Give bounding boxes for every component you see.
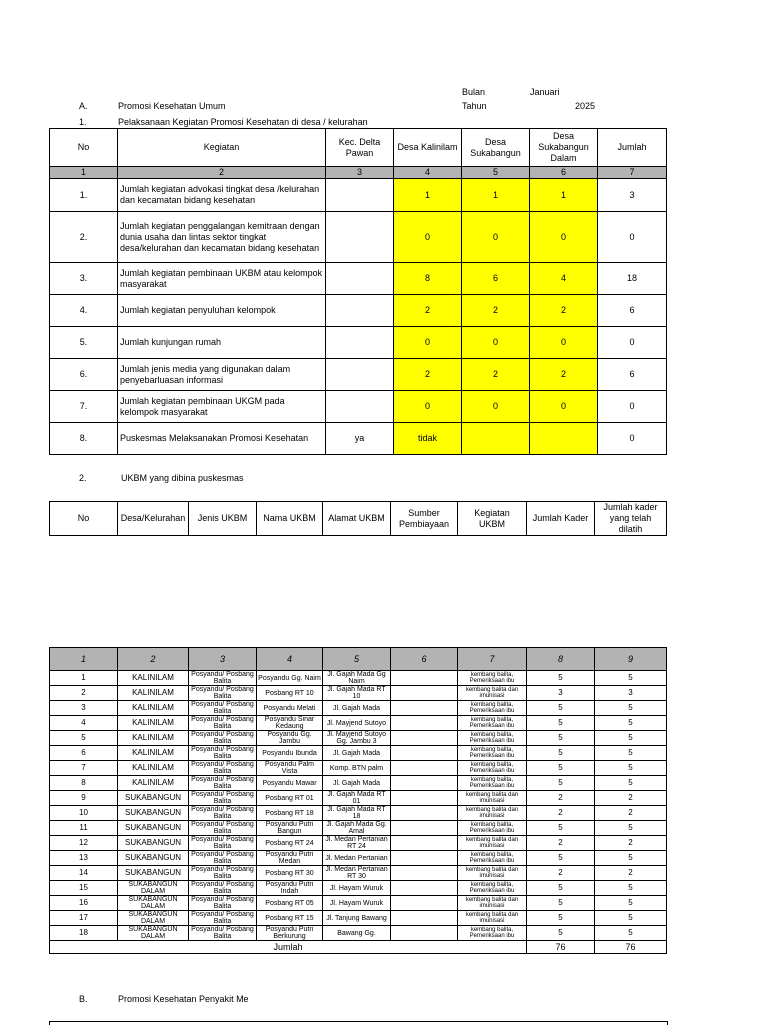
row-no: 14 (50, 866, 118, 881)
row-jumlah: 18 (598, 263, 667, 295)
row-no: 13 (50, 851, 118, 866)
table-row (50, 761, 667, 776)
table-row (50, 671, 667, 686)
row-desa-1: 1 (394, 179, 462, 212)
row-kec (326, 295, 394, 327)
row-alamat: Jl. Medan Pertanian (323, 851, 391, 866)
row-kegiatan: Jumlah kegiatan advokasi tingkat desa /kelurahan dan kecamatan bidang kesehatan (118, 179, 326, 212)
section-a1-title: Pelaksanaan Kegiatan Promosi Kesehatan di desa / kelurahan (118, 117, 368, 127)
row-kader-dilatih: 5 (595, 821, 667, 836)
row-kader: 5 (527, 911, 595, 926)
row-nama: Posbang RT 10 (257, 686, 323, 701)
row-desa-3: 2 (530, 295, 598, 327)
row-desa: KALINILAM (118, 731, 189, 746)
row-kegiatan: kembang balita, Pemeriksaan ibu (458, 746, 527, 761)
row-desa: KALINILAM (118, 746, 189, 761)
row-desa-3: 4 (530, 263, 598, 295)
row-no: 8. (50, 423, 118, 455)
row-desa: KALINILAM (118, 686, 189, 701)
section-2-title: UKBM yang dibina puskesmas (121, 473, 244, 483)
table-row (50, 911, 667, 926)
row-desa: SUKABANGUN (118, 821, 189, 836)
section-a-letter: A. (79, 101, 88, 111)
ukbm-header-table (49, 501, 667, 536)
row-kader-dilatih: 2 (595, 836, 667, 851)
row-nama: Posyandu Ibunda (257, 746, 323, 761)
table-row (50, 821, 667, 836)
table-row (50, 791, 667, 806)
row-desa-1: tidak (394, 423, 462, 455)
row-kader-dilatih: 5 (595, 911, 667, 926)
row-kader-dilatih: 5 (595, 671, 667, 686)
row-no: 5. (50, 327, 118, 359)
row-desa-1: 2 (394, 359, 462, 391)
row-kegiatan: Jumlah kegiatan penggalangan kemitraan dengan dunia usaha dan lintas sektor tingkat desa/kelurahan dan kecamatan bidang kesehatan (118, 212, 326, 263)
col-header-desa-sukabangun: Desa Sukabangun (462, 129, 530, 167)
row-kader-dilatih: 5 (595, 761, 667, 776)
row-nama: Posyandu Melati (257, 701, 323, 716)
row-desa-3: 0 (530, 212, 598, 263)
row-alamat: Jl. Mayjend Sutoyo (323, 716, 391, 731)
col-header-jumlah: Jumlah (598, 129, 667, 167)
row-kec (326, 263, 394, 295)
row-alamat: Komp. BTN palm (323, 761, 391, 776)
col-header-jenis: Jenis UKBM (189, 502, 257, 536)
row-sumber (391, 716, 458, 731)
index-cell: 1 (50, 648, 118, 671)
row-no: 4 (50, 716, 118, 731)
row-no: 1 (50, 671, 118, 686)
row-nama: Posyandu Gg. Naim (257, 671, 323, 686)
row-kegiatan: kembang balita, Pemeriksaan ibu (458, 731, 527, 746)
row-no: 5 (50, 731, 118, 746)
index-cell: 5 (462, 167, 530, 179)
row-nama: Posyandu Putri Berkurung (257, 926, 323, 941)
row-nama: Posbang RT 24 (257, 836, 323, 851)
col-header-kader-dilatih: Jumlah kader yang telah dilatih (595, 502, 667, 536)
row-kec (326, 359, 394, 391)
row-kegiatan: Jumlah kegiatan pembinaan UKGM pada kelompok masyarakat (118, 391, 326, 423)
row-alamat: Jl. Gajah Mada RT 01 (323, 791, 391, 806)
row-kader-dilatih: 5 (595, 716, 667, 731)
row-no: 18 (50, 926, 118, 941)
index-cell: 2 (118, 648, 189, 671)
row-kegiatan: kembang balita, Pemeriksaan ibu (458, 776, 527, 791)
row-nama: Posbang RT 05 (257, 896, 323, 911)
section-a-title: Promosi Kesehatan Umum (118, 101, 226, 111)
row-nama: Posyandu Putri Indah (257, 881, 323, 896)
row-alamat: Jl. Gajah Mada Gg. Amal (323, 821, 391, 836)
row-kader: 3 (527, 686, 595, 701)
row-jenis: Posyandu/ Posbang Balita (189, 821, 257, 836)
index-cell: 8 (527, 648, 595, 671)
row-alamat: Jl. Medan Pertanian RT 30 (323, 866, 391, 881)
table-row (50, 806, 667, 821)
row-kader-dilatih: 5 (595, 881, 667, 896)
row-nama: Posbang RT 30 (257, 866, 323, 881)
row-kec (326, 327, 394, 359)
row-no: 11 (50, 821, 118, 836)
index-cell: 9 (595, 648, 667, 671)
row-kec (326, 179, 394, 212)
row-desa: KALINILAM (118, 671, 189, 686)
row-jenis: Posyandu/ Posbang Balita (189, 851, 257, 866)
section-a1-number: 1. (79, 117, 87, 127)
section-b-table-edge (49, 1021, 668, 1025)
row-kegiatan: kembang balita dan imunisasi (458, 911, 527, 926)
row-desa-2: 2 (462, 359, 530, 391)
row-alamat: Jl. Mayjend Sutoyo Gg. Jambu 3 (323, 731, 391, 746)
row-sumber (391, 791, 458, 806)
row-jenis: Posyandu/ Posbang Balita (189, 791, 257, 806)
row-kegiatan: kembang balita dan imunisasi (458, 836, 527, 851)
row-alamat: Jl. Tanjung Bawang (323, 911, 391, 926)
row-kader: 5 (527, 671, 595, 686)
col-header-kader: Jumlah Kader (527, 502, 595, 536)
col-header-desa-sukabangun-dalam: Desa Sukabangun Dalam (530, 129, 598, 167)
table-row (50, 212, 667, 263)
index-cell: 7 (458, 648, 527, 671)
row-no: 6. (50, 359, 118, 391)
row-jenis: Posyandu/ Posbang Balita (189, 776, 257, 791)
row-desa-1: 0 (394, 391, 462, 423)
row-kader: 5 (527, 701, 595, 716)
row-jenis: Posyandu/ Posbang Balita (189, 731, 257, 746)
index-cell: 6 (391, 648, 458, 671)
row-nama: Posyandu Mawar (257, 776, 323, 791)
table-row (50, 731, 667, 746)
row-jumlah: 3 (598, 179, 667, 212)
row-alamat: Jl. Gajah Mada (323, 776, 391, 791)
row-kader: 2 (527, 791, 595, 806)
row-kegiatan: kembang balita, Pemeriksaan ibu (458, 716, 527, 731)
table-row (50, 866, 667, 881)
row-desa: KALINILAM (118, 776, 189, 791)
row-kec (326, 212, 394, 263)
row-no: 7. (50, 391, 118, 423)
row-alamat: Jl. Gajah Mada (323, 701, 391, 716)
table-row (50, 776, 667, 791)
col-header-kegiatan: Kegiatan UKBM (458, 502, 527, 536)
row-kader: 5 (527, 716, 595, 731)
section-b-title: Promosi Kesehatan Penyakit Me (118, 994, 249, 1004)
row-kegiatan: kembang balita dan imunisasi (458, 866, 527, 881)
row-nama: Posyandu Putri Medan (257, 851, 323, 866)
row-sumber (391, 806, 458, 821)
row-sumber (391, 671, 458, 686)
row-desa-2 (462, 423, 530, 455)
row-jumlah: 6 (598, 295, 667, 327)
row-jenis: Posyandu/ Posbang Balita (189, 911, 257, 926)
row-kec (326, 391, 394, 423)
row-kegiatan: kembang balita, Pemeriksaan ibu (458, 701, 527, 716)
table-row (50, 746, 667, 761)
row-sumber (391, 821, 458, 836)
index-cell: 3 (326, 167, 394, 179)
row-desa: KALINILAM (118, 701, 189, 716)
index-cell: 6 (530, 167, 598, 179)
row-desa-2: 0 (462, 327, 530, 359)
row-desa: SUKABANGUN DALAM (118, 911, 189, 926)
row-jenis: Posyandu/ Posbang Balita (189, 716, 257, 731)
table-row (50, 881, 667, 896)
row-sumber (391, 686, 458, 701)
row-kader-dilatih: 5 (595, 731, 667, 746)
row-kader: 2 (527, 806, 595, 821)
row-kegiatan: Jumlah jenis media yang digunakan dalam penyebarluasan informasi (118, 359, 326, 391)
row-sumber (391, 776, 458, 791)
ukbm-data-table (49, 647, 667, 954)
row-desa: SUKABANGUN (118, 806, 189, 821)
row-no: 17 (50, 911, 118, 926)
row-kader-dilatih: 5 (595, 926, 667, 941)
row-kader-dilatih: 5 (595, 746, 667, 761)
row-kader: 5 (527, 761, 595, 776)
row-kader: 5 (527, 746, 595, 761)
total-row (50, 941, 667, 954)
row-kegiatan: Jumlah kunjungan rumah (118, 327, 326, 359)
row-alamat: Jl. Gajah Mada Gg Naim (323, 671, 391, 686)
row-kader: 2 (527, 836, 595, 851)
row-nama: Posyandu Palm Vista (257, 761, 323, 776)
row-desa: SUKABANGUN DALAM (118, 926, 189, 941)
total-kader: 76 (527, 941, 595, 954)
row-alamat: Jl. Gajah Mada RT 18 (323, 806, 391, 821)
row-desa: SUKABANGUN (118, 791, 189, 806)
bulan-value: Januari (530, 87, 560, 97)
index-cell: 5 (323, 648, 391, 671)
row-jenis: Posyandu/ Posbang Balita (189, 896, 257, 911)
row-sumber (391, 701, 458, 716)
row-desa: SUKABANGUN (118, 836, 189, 851)
row-jenis: Posyandu/ Posbang Balita (189, 806, 257, 821)
bulan-label: Bulan (462, 87, 486, 97)
table-row (50, 716, 667, 731)
row-kader: 2 (527, 866, 595, 881)
row-alamat: Jl. Gajah Mada RT 10 (323, 686, 391, 701)
row-desa-1: 0 (394, 327, 462, 359)
row-kader-dilatih: 2 (595, 791, 667, 806)
col-header-kegiatan: Kegiatan (118, 129, 326, 167)
table-row (50, 295, 667, 327)
row-kec: ya (326, 423, 394, 455)
table-row (50, 359, 667, 391)
row-jenis: Posyandu/ Posbang Balita (189, 866, 257, 881)
row-no: 1. (50, 179, 118, 212)
row-kegiatan: kembang balita, Pemeriksaan ibu (458, 851, 527, 866)
table-row (50, 926, 667, 941)
row-no: 3 (50, 701, 118, 716)
col-header-desa: Desa/Kelurahan (118, 502, 189, 536)
row-desa: KALINILAM (118, 761, 189, 776)
row-no: 6 (50, 746, 118, 761)
row-no: 2 (50, 686, 118, 701)
row-no: 15 (50, 881, 118, 896)
row-kegiatan: kembang balita, Pemeriksaan ibu (458, 926, 527, 941)
row-nama: Posbang RT 15 (257, 911, 323, 926)
row-sumber (391, 731, 458, 746)
row-desa-1: 8 (394, 263, 462, 295)
row-kegiatan: kembang balita dan imunisasi (458, 896, 527, 911)
table-row (50, 391, 667, 423)
row-sumber (391, 881, 458, 896)
row-kegiatan: Puskesmas Melaksanakan Promosi Kesehatan (118, 423, 326, 455)
row-jenis: Posyandu/ Posbang Balita (189, 881, 257, 896)
row-desa: KALINILAM (118, 716, 189, 731)
index-cell: 1 (50, 167, 118, 179)
row-desa-3: 2 (530, 359, 598, 391)
row-kader: 5 (527, 881, 595, 896)
index-cell: 4 (257, 648, 323, 671)
row-kader: 5 (527, 896, 595, 911)
row-kader: 5 (527, 851, 595, 866)
tahun-value: 2025 (575, 101, 596, 111)
row-kader-dilatih: 2 (595, 866, 667, 881)
col-header-kec: Kec. Delta Pawan (326, 129, 394, 167)
row-no: 3. (50, 263, 118, 295)
row-sumber (391, 746, 458, 761)
table-row (50, 327, 667, 359)
row-jumlah: 0 (598, 423, 667, 455)
col-header-alamat: Alamat UKBM (323, 502, 391, 536)
promosi-kegiatan-table (49, 128, 667, 455)
row-jenis: Posyandu/ Posbang Balita (189, 671, 257, 686)
row-desa-3 (530, 423, 598, 455)
row-kader: 5 (527, 776, 595, 791)
row-sumber (391, 911, 458, 926)
row-kader-dilatih: 5 (595, 701, 667, 716)
row-desa-3: 0 (530, 327, 598, 359)
row-nama: Posbang RT 01 (257, 791, 323, 806)
row-desa-1: 2 (394, 295, 462, 327)
index-cell: 4 (394, 167, 462, 179)
row-sumber (391, 851, 458, 866)
row-jumlah: 0 (598, 391, 667, 423)
row-kegiatan: kembang balita, Pemeriksaan ibu (458, 881, 527, 896)
row-kader-dilatih: 2 (595, 806, 667, 821)
row-kader: 5 (527, 926, 595, 941)
row-jumlah: 6 (598, 359, 667, 391)
row-nama: Posyandu Gg. Jambu (257, 731, 323, 746)
row-sumber (391, 836, 458, 851)
table-row (50, 836, 667, 851)
row-kader: 5 (527, 821, 595, 836)
row-kader-dilatih: 5 (595, 896, 667, 911)
index-cell: 3 (189, 648, 257, 671)
row-kegiatan: kembang balita, Pemeriksaan ibu (458, 671, 527, 686)
row-jumlah: 0 (598, 327, 667, 359)
tahun-label: Tahun (462, 101, 487, 111)
row-kegiatan: Jumlah kegiatan penyuluhan kelompok (118, 295, 326, 327)
col-header-nama: Nama UKBM (257, 502, 323, 536)
row-jumlah: 0 (598, 212, 667, 263)
row-jenis: Posyandu/ Posbang Balita (189, 836, 257, 851)
row-kader-dilatih: 5 (595, 851, 667, 866)
row-desa-2: 6 (462, 263, 530, 295)
row-sumber (391, 866, 458, 881)
table-row (50, 701, 667, 716)
table-row (50, 686, 667, 701)
row-jenis: Posyandu/ Posbang Balita (189, 926, 257, 941)
row-desa-3: 0 (530, 391, 598, 423)
row-jenis: Posyandu/ Posbang Balita (189, 746, 257, 761)
row-no: 8 (50, 776, 118, 791)
row-desa: SUKABANGUN DALAM (118, 896, 189, 911)
row-desa-2: 2 (462, 295, 530, 327)
row-alamat: Jl. Medan Pertanian RT 24 (323, 836, 391, 851)
total-label: Jumlah (50, 941, 527, 954)
table-row (50, 851, 667, 866)
table-row (50, 263, 667, 295)
row-no: 12 (50, 836, 118, 851)
col-header-desa-kalinilam: Desa Kalinilam (394, 129, 462, 167)
row-no: 9 (50, 791, 118, 806)
row-nama: Posyandu Putri Bangun (257, 821, 323, 836)
row-sumber (391, 926, 458, 941)
row-desa-2: 1 (462, 179, 530, 212)
row-jenis: Posyandu/ Posbang Balita (189, 761, 257, 776)
table-row (50, 423, 667, 455)
row-alamat: Jl. Hayam Wuruk (323, 896, 391, 911)
total-kader-dilatih: 76 (595, 941, 667, 954)
row-kader-dilatih: 3 (595, 686, 667, 701)
row-desa: SUKABANGUN (118, 866, 189, 881)
row-no: 7 (50, 761, 118, 776)
row-jenis: Posyandu/ Posbang Balita (189, 701, 257, 716)
row-kader: 5 (527, 731, 595, 746)
col-header-no: No (50, 502, 118, 536)
row-desa: SUKABANGUN (118, 851, 189, 866)
row-kegiatan: kembang balita dan imunisasi (458, 791, 527, 806)
row-desa: SUKABANGUN DALAM (118, 881, 189, 896)
row-sumber (391, 761, 458, 776)
row-kader-dilatih: 5 (595, 776, 667, 791)
row-desa-3: 1 (530, 179, 598, 212)
index-cell: 2 (118, 167, 326, 179)
row-alamat: Jl. Gajah Mada (323, 746, 391, 761)
row-no: 2. (50, 212, 118, 263)
row-alamat: Jl. Hayam Wuruk (323, 881, 391, 896)
col-header-sumber: Sumber Pembiayaan (391, 502, 458, 536)
row-desa-1: 0 (394, 212, 462, 263)
row-kegiatan: kembang balita, Pemeriksaan ibu (458, 761, 527, 776)
row-kegiatan: kembang balita, Pemeriksaan ibu (458, 821, 527, 836)
row-nama: Posyandu Sinar Kedaung (257, 716, 323, 731)
section-2-number: 2. (79, 473, 87, 483)
table-row (50, 896, 667, 911)
row-sumber (391, 896, 458, 911)
table-row (50, 179, 667, 212)
row-kegiatan: Jumlah kegiatan pembinaan UKBM atau kelompok masyarakat (118, 263, 326, 295)
row-kegiatan: kembang balita dan imunisasi (458, 806, 527, 821)
row-alamat: Bawang Gg. (323, 926, 391, 941)
row-desa-2: 0 (462, 391, 530, 423)
row-desa-2: 0 (462, 212, 530, 263)
row-kegiatan: kembang balita dan imunisasi (458, 686, 527, 701)
row-no: 10 (50, 806, 118, 821)
row-jenis: Posyandu/ Posbang Balita (189, 686, 257, 701)
section-b-letter: B. (79, 994, 88, 1004)
row-no: 16 (50, 896, 118, 911)
col-header-no: No (50, 129, 118, 167)
row-nama: Posbang RT 18 (257, 806, 323, 821)
index-cell: 7 (598, 167, 667, 179)
row-no: 4. (50, 295, 118, 327)
